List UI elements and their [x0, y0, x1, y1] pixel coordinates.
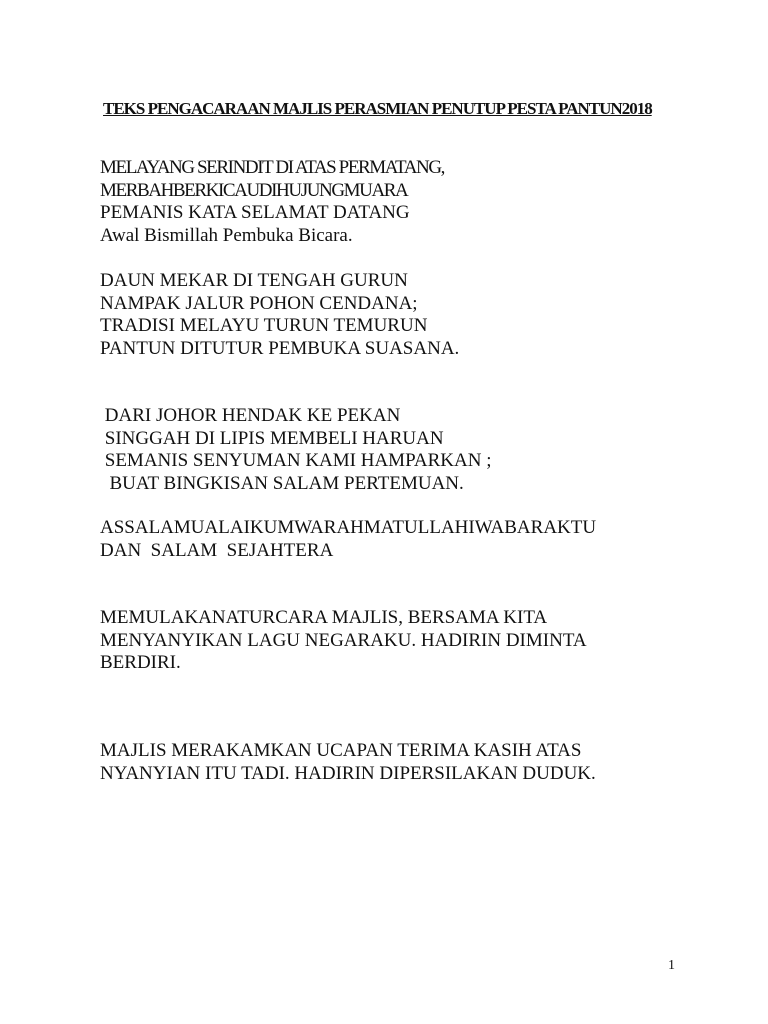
text-line: PANTUN DITUTUR PEMBUKA SUASANA. [100, 337, 460, 359]
text-line: SEMANIS SENYUMAN KAMI HAMPARKAN ; [100, 450, 492, 471]
greeting-paragraph [100, 517, 596, 562]
text-line: PEMANIS KATA SELAMAT DATANG [100, 202, 410, 223]
text-line: MAJLIS MERAKAMKAN UCAPAN TERIMA KASIH ATAS [100, 740, 582, 761]
text-line: MENYANYIKAN LAGU NEGARAKU. HADIRIN DIMINTA [100, 629, 587, 651]
page-number: 1 [668, 958, 675, 973]
text-line: DAUN MEKAR DI TENGAH GURUN [100, 270, 408, 291]
text-line: Awal Bismillah Pembuka Bicara. [100, 224, 353, 246]
text-line: BUAT BINGKISAN SALAM PERTEMUAN. [100, 472, 464, 494]
text-line: TRADISI MELAYU TURUN TEMURUN [100, 315, 428, 336]
text-line: DARI JOHOR HENDAK KE PEKAN [100, 405, 401, 426]
text-line: SINGGAH DI LIPIS MEMBELI HARUAN [100, 427, 444, 449]
text-line: NAMPAK JALUR POHON CENDANA; [100, 292, 418, 314]
text-line: MELAYANG SERINDIT DI ATAS PERMATANG, [100, 157, 445, 178]
text-line: NYANYIAN ITU TADI. HADIRIN DIPERSILAKAN DUDUK. [100, 762, 596, 784]
pantun-verse-3 [100, 405, 492, 495]
text-line: MERBAHBERKICAUDIHUJUNGMUARA [100, 179, 408, 201]
text-line: BERDIRI. [100, 652, 181, 673]
text-line: ASSALAMUALAIKUMWARAHMATULLAHIWABARAKTU [100, 517, 597, 538]
thanks-paragraph [100, 740, 596, 785]
pantun-verse-2 [100, 270, 459, 360]
document-title: TEKS PENGACARAAN MAJLIS PERASMIAN PENUTUP PESTA PANTUN2018 [103, 99, 652, 118]
pantun-verse-1 [100, 157, 444, 247]
text-line: MEMULAKANATURCARA MAJLIS, BERSAMA KITA [100, 607, 548, 628]
anthem-paragraph [100, 607, 587, 675]
text-line: DAN SALAM SEJAHTERA [100, 539, 334, 561]
